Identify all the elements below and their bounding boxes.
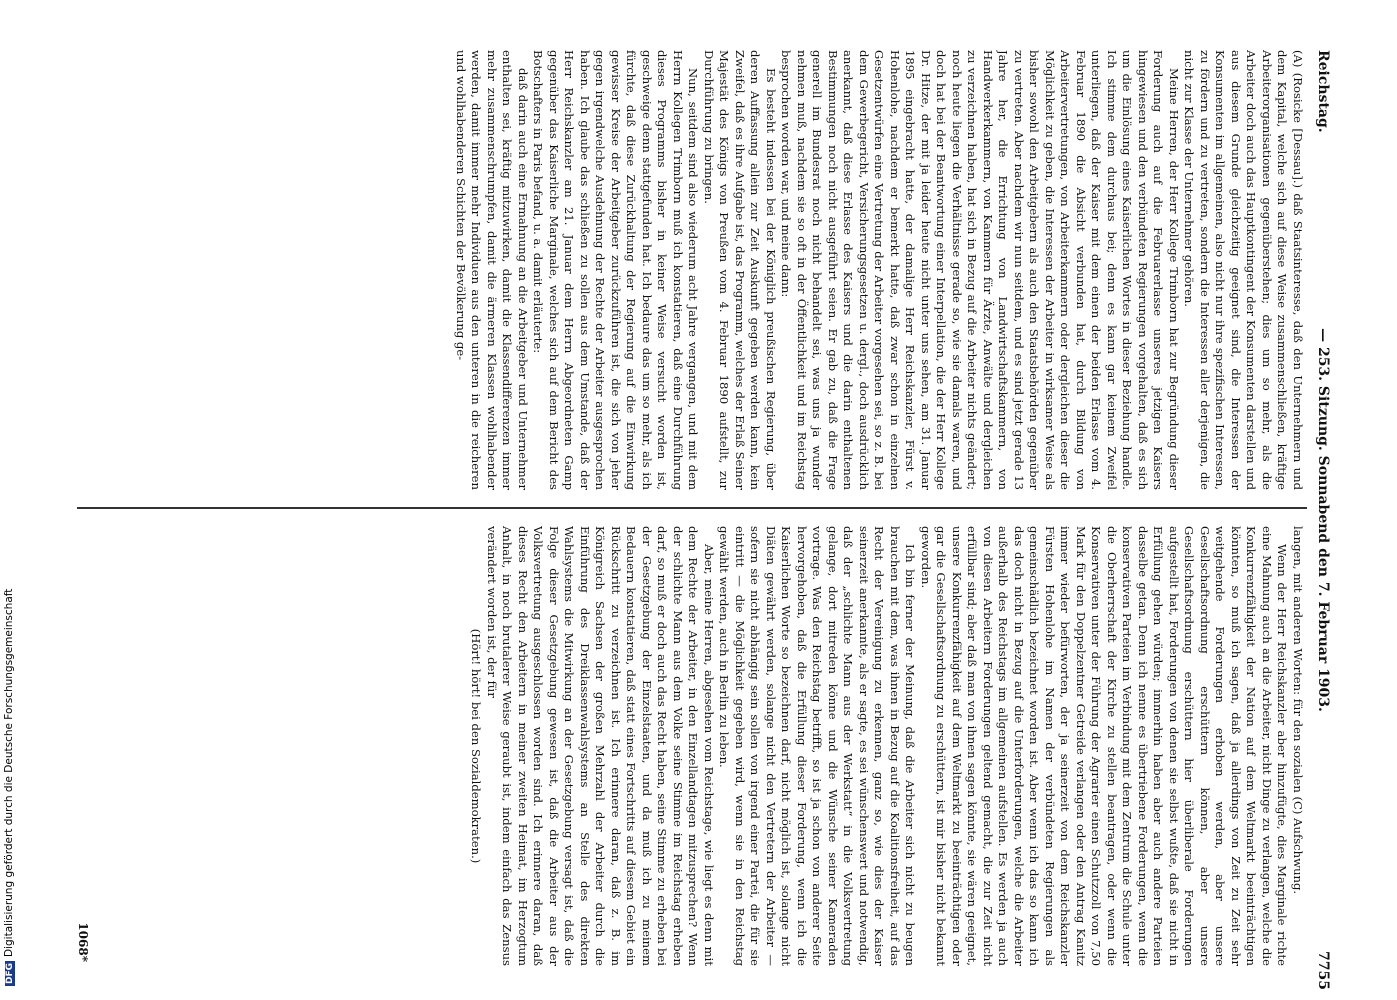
column-divider — [77, 507, 1307, 509]
rotated-page-content — [68, 50, 1333, 990]
page-header — [1309, 50, 1333, 990]
right-column — [75, 526, 1305, 966]
dfg-funding-notice — [3, 0, 17, 986]
paragraph: (A) (Rosicke [Dessau].) daß Staatsinteresse, daß den Unternehmern und dem Kapital, welche sich auf diese Weise zusammenschließen, kräftige Arbeiterorganisationen gegenüberstehen; dies um so mehr, als die Arbeiter doch auch das Hauptkontingent der Konsumenten darstellen und aus diesem Grunde gleichzeitig geeignet sind, die Interessen der Konsumenten im allgemeinen, also nicht nur ihre spezifischen Interessen, zu fördern und zu vertreten, sondern die Interessen aller derjenigen, die nicht zur Klasse der Unternehmer gehören. — [1182, 50, 1305, 490]
paragraph: Aber, meine Herren, abgesehen vom Reichstage, wie liegt es denn mit dem Rechte der Arbeiter, in den Einzellandtagen mitzusprechen? Wenn der schlichte Mann aus dem Volke seine Stimme im Reichstag erheben darf, so muß er doch auch das Recht haben, seine Stimme zu erheben bei der Gesetzgebung der Einzelstaaten, und da muß ich zu meinem Bedauern konstatieren, daß statt eines Fortschritts auf diesem Gebiet ein Rückschritt zu verzeichnen ist. Ich erinnere daran, daß z. B. im Königreich Sachsen der großen Mehrzahl der Arbeiter durch die Einführung des Dreiklassenwahlsystems an Stelle des direkten Wahlsystems die Mitwirkung an der Gesetzgebung versagt ist, daß die Folge dieser Gesetzgebung gewesen ist, daß die Arbeiter aus der Volksvertretung ausgeschlossen worden sind. Ich erinnere daran, daß dieses Recht den Arbeitern in meiner zweiten Heimat, im Herzogtum Anhalt, in noch brutalerer Weise geraubt ist, indem einfach das Zensus verändert worden ist, der für — [485, 526, 716, 966]
dfg-logo: DFG — [5, 962, 15, 984]
header-center: — 253. Sitzung. Sonnabend den 7. Februar 1903. — [1315, 328, 1331, 712]
page-number: 7755 — [1315, 951, 1331, 990]
page-signature: 1068* — [76, 922, 91, 962]
paragraph: langen, mit anderen Worten: für den sozialen (C) Aufschwung. — [1291, 526, 1305, 895]
left-column — [75, 50, 1305, 490]
interjection: (Hört! hört! bei den Sozialdemokraten.) — [469, 628, 484, 864]
header-left: Reichstag. — [1315, 50, 1331, 133]
paragraph: Meine Herren, der Herr Kollege Trimborn hat zur Begründung dieser Forderung auch auf die Februarerlasse unseres jetzigen Kaisers hingewiesen und den verbündeten Regierungen vorgehalten, daß es sich um die Einlösung eines Kaiserlichen Wortes in dieser Beziehung handle. Ich stimme dem durchaus bei; denn es kann gar keinem Zweifel unterliegen, daß der Kaiser mit dem einen der beiden Erlasse vom 4. Februar 1890 die Absicht verbunden hat, durch Bildung von Arbeitervertretungen, von Arbeiterkammern oder dergleichen dieser die Möglichkeit zu geben, die Interessen der Arbeiter in wirksamer Weise als bisher sowohl den Arbeitgebern als auch den Staatsbehörden gegenüber zu vertreten. Aber nachdem wir nun seitdem, und es sind jetzt gerade 13 Jahre her, die Errichtung von Landwirtschaftskammern, von Handwerkerkammern, von Kammern für Ärzte, Anwälte und dergleichen zu verzeichnen haben, hat sich in Bezug auf die Arbeiter nichts geändert; noch heute liegen die Verhältnisse gerade so, wie sie damals waren, und doch hat bei der Beantwortung einer Interpellation, die der Herr Kollege Dr. Hitze, der mit ja leider heute nicht unter uns sehen, am 31. Januar 1895 eingebracht hatte, der damalige Herr Reichskanzler, Fürst v. Hohenlohe, nachdem er bemerkt hatte, daß zwar schon in einzelnen Gesetzentwürfen eine Vertretung der Arbeiter vorgesehen sei, so z. B. bei dem Gewerbegericht, Versicherungsgesetzen u. dergl., doch ausdrücklich anerkannt, daß diese Erlasse des Kaisers und die darin enthaltenen Bestimmungen noch nicht ausgeführt seien. Er gab zu, daß die Frage generell im Bundesrat noch nicht behandelt sei, was uns ja wunder nehmen muß, nachdem sie so oft in der Öffentlichkeit und im Reichstag besprochen worden war, und meine dann: — [779, 50, 1181, 490]
paragraph: Nun, seitdem sind also wiederum acht Jahre vergangen, und mit dem Herrn Kollegen Trimborn muß ich konstatieren, daß eine Durchführung dieses Programms bisher in keiner Weise versucht worden ist, geschweige denn stattgefunden hat. Ich bedaure das um so mehr, als ich fürchte, daß diese Zurückhaltung der Regierung auf die Einwirkung gewisser Kreise der Arbeitgeber zurückzuführen ist, die sich von jeher gegen irgendwelche Ausdehnung der Rechte der Arbeiter ausgesprochen haben. Ich glaube das schließen zu sollen aus dem Umstande, daß der Herr Reichskanzler am 21. Januar dem Herrn Abgeordneten Gamp gegenüber das Kaiserliche Marginale, welches sich auf dem Bericht des Botschafters in Paris befand, u. a. damit erläuterte: — [531, 50, 701, 490]
quote-paragraph: Es besteht indessen bei der Königlich preußischen Regierung, über deren Auffassung allein zur Zeit Auskunft gegeben werden kann, kein Zweifel, daß es ihre Aufgabe ist, das Programm, welches der Erlaß Seiner Majestät des Königs von Preußen vom 4. Februar 1890 aufstellt, zur Durchführung zu bringen. — [702, 50, 778, 490]
paragraph: Wenn der Herr Reichskanzler aber hinzufügte, dies Marginale richte eine Mahnung auch an die Arbeiter, nicht Dinge zu verlangen, welche die Konkurrenzfähigkeit der Nation auf dem Weltmarkt beeinträchtigen könnten, so muß ich sagen, daß ja allerdings von Zeit zu Zeit sehr weitgehende Forderungen erhoben werden, aber unsere Gesellschaftsordnung erschüttern können, aber unsere Gesellschaftsordnung erschüttern hier überliberale Forderungen aufgestellt hat, Forderungen von denen sie selbst wußte, daß sie nicht in Erfüllung gehen würden; immerhin haben aber auch andere Parteien dasselbe getan. Denn ich nenne es übertriebene Forderungen, wenn die konservativen Parteien im Verbindung mit dem Zentrum die Schule unter die Oberherrschaft der Kirche zu stellen beantragen, oder wenn die Konservativen unter der Führung der Agrarier einen Schutzzoll von 7,50 Mark für den Doppelzentner Getreide verlangen oder den Antrag Kanitz immer wieder befürworten, der ja seinerzeit von dem Reichskanzler Fürsten Hohenlohe im Namen der verbündeten Regierungen als gemeinschädlich bezeichnet worden ist. Aber wenn ich das so kann ich das doch nicht in Bezug auf die Unterforderungen, welche die Arbeiter außerhalb des Reichstags im allgemeinen aufstellen. Es werden ja auch von diesen Arbeitern Forderungen geltend gemacht, die zur Zeit nicht erfüllbar sind; aber daß man von ihnen sagen könnte, sie wären geeignet, unsere Konkurrenzfähigkeit auf dem Weltmarkt zu beeinträchtigen oder gar die Gesellschaftsordnung zu erschüttern, ist mir bisher nicht bekannt geworden. — [919, 526, 1290, 966]
quote-paragraph: daß darin auch eine Ermahnung an die Arbeitgeber und Unternehmer enthalten sei, kräftig mitzuwirken, damit die Klassendifferenzen immer mehr zusammenschrumpfen, damit die ärmeren Klassen wohlhabender werden, damit immer mehr Individuen aus den unteren in die reicheren und wohlhabenderen Schichten der Bevölkerung ge- — [454, 50, 530, 490]
paragraph: Ich bin ferner der Meinung, daß die Arbeiter sich nicht zu beugen brauchen mit dem, was ihnen in Bezug auf die Koalitionsfreiheit, auf das Recht der Vereinigung zu erkennen, ganz so, wie dies der Kaiser seinerzeit anerkannte, als er sagte, es sei wünschenswert und notwendig, daß der „schlichte Mann aus der Werkstatt“ in die Volksvertretung gelange, dort mitreden könne und die Wünsche seiner Kameraden vortrage. Was den Reichstag betrifft, so ist ja schon von anderer Seite hervorgehoben, daß die Erfüllung dieser Forderung, wenn ich die Kaiserlichen Worte so bezeichnen darf, nicht möglich ist, solange nicht Diäten gewährt werden, solange nicht den Vertretern der Arbeiter — sofern sie nicht abhängig sein sollen von irgend einer Partei, die für sie eintritt — die Möglichkeit gegeben wird, wenn sie in den Reichstag gewählt werden, auch in Berlin zu leben. — [717, 526, 918, 966]
dfg-notice-text: Digitalisierung gefördert durch die Deutsche Forschungsgemeinschaft — [3, 588, 15, 957]
